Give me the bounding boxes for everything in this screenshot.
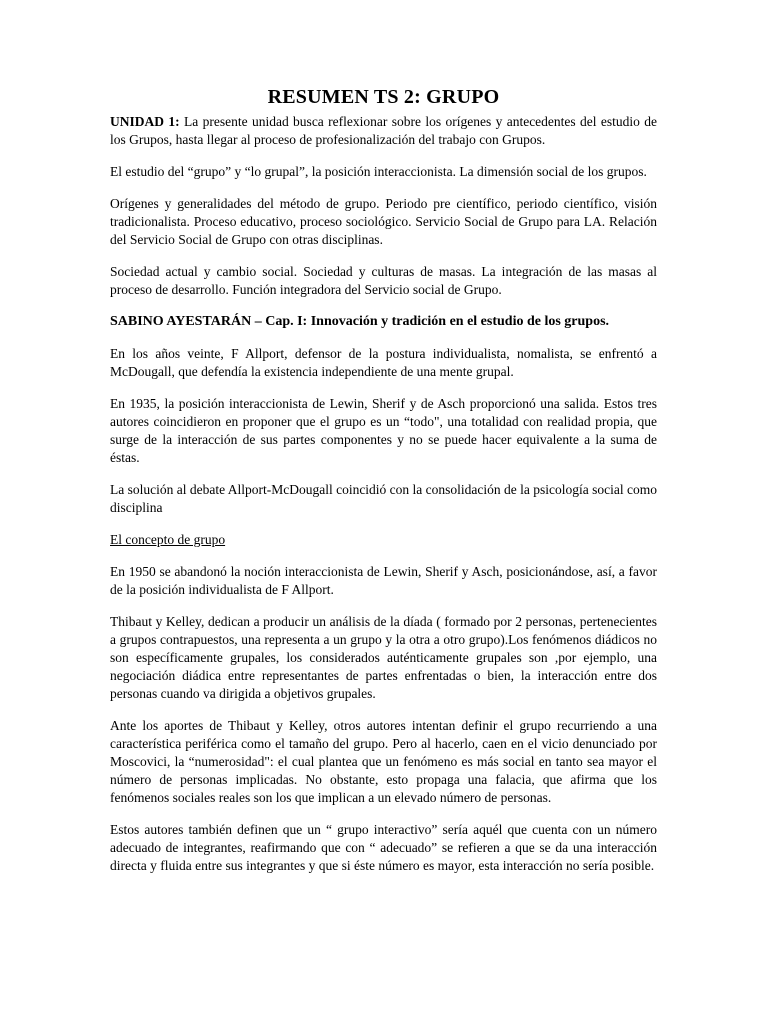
subsection-title: El concepto de grupo	[110, 532, 226, 547]
document-title: RESUMEN TS 2: GRUPO	[267, 86, 500, 108]
section-paragraph: La solución al debate Allport-McDougall coincidió con la consolidación de la psicología social como disciplina	[110, 482, 657, 515]
concept-paragraph: Thibaut y Kelley, dedican a producir un análisis de la díada ( formado por 2 personas, pertenecientes a grupos contrapuestos, una representa a un grupo y la otra a otro grupo).Los fenómenos diádicos no son específicamente grupales, los considerados auténticamente grupales son ,por ejemplo, una negociación diádica entre representantes de partes enfrentadas o bien, la interacción entre dos personas cuando va dirigida a objetivos grupales.	[110, 614, 657, 701]
unidad-text: La presente unidad busca reflexionar sobre los orígenes y antecedentes del estudio de los Grupos, hasta llegar al proceso de profesionalización del trabajo con Grupos.	[110, 114, 658, 147]
concept-paragraph: Estos autores también definen que un “ grupo interactivo” sería aquél que cuenta con un número adecuado de integrantes, reafirmando que con “ adecuado” se refieren a que se da una interacción directa y fluida entre sus integrantes y que si éste número es mayor, esta interacción no sería posible.	[110, 822, 657, 873]
section-paragraph: En los años veinte, F Allport, defensor de la postura individualista, nomalista, se enfrentó a McDougall, que defendía la existencia independiente de una mente grupal.	[110, 346, 657, 379]
section-paragraph: En 1935, la posición interaccionista de Lewin, Sherif y de Asch proporcionó una salida. Estos tres autores coincidieron en proponer que el grupo es un “todo", una totalidad con realidad propia, que surge de la interacción de sus partes componentes y no se puede hacer equivalente a la suma de éstas.	[110, 396, 657, 465]
document-page	[110, 84, 657, 889]
intro-paragraph: Sociedad actual y cambio social. Sociedad y culturas de masas. La integración de las masas al proceso de desarrollo. Función integradora del Servicio social de Grupo.	[110, 264, 657, 297]
intro-paragraph: Orígenes y generalidades del método de grupo. Periodo pre científico, periodo científico, visión tradicionalista. Proceso educativo, proceso sociológico. Servicio Social de Grupo para LA. Relación del Servicio Social de Grupo con otras disciplinas.	[110, 196, 657, 247]
unidad-paragraph	[110, 113, 657, 149]
section-heading: SABINO AYESTARÁN – Cap. I: Innovación y tradición en el estudio de los grupos.	[110, 314, 610, 329]
unidad-lead: UNIDAD 1:	[110, 114, 180, 129]
intro-paragraph: El estudio del “grupo” y “lo grupal”, la posición interaccionista. La dimensión social de los grupos.	[110, 164, 647, 179]
concept-paragraph: Ante los aportes de Thibaut y Kelley, otros autores intentan definir el grupo recurriendo a una característica periférica como el tamaño del grupo. Pero al hacerlo, caen en el vicio denunciado por Moscovici, la “numerosidad": el cual plantea que un fenómeno es más social en tanto sea mayor el número de personas implicadas. No obstante, esto propaga una falacia, que afirma que los fenómenos sociales reales son los que implican a un elevado número de personas.	[110, 718, 657, 805]
concept-paragraph: En 1950 se abandonó la noción interaccionista de Lewin, Sherif y Asch, posicionándose, así, a favor de la posición individualista de F Allport.	[110, 564, 657, 597]
